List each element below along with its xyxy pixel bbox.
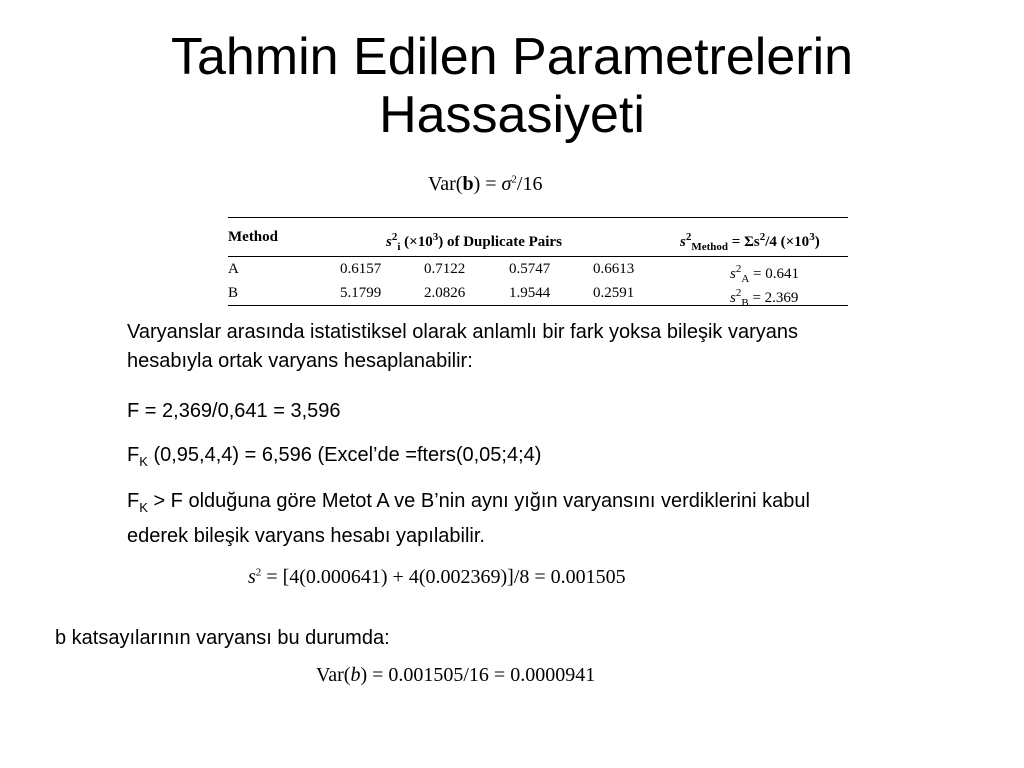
header-sub: Method [691, 241, 729, 253]
formula-text: ) [473, 173, 481, 195]
cell-value: 1.9544 [509, 285, 551, 301]
cell-sup: 2 [735, 287, 742, 299]
formula-b: b [350, 664, 361, 686]
formula-equals: = [485, 173, 497, 195]
title-line-1: Tahmin Edilen Parametrelerin [170, 28, 854, 86]
variance-b-formula [428, 173, 542, 196]
cell-value: 0.5747 [509, 261, 551, 277]
cell-method: B [228, 285, 239, 301]
header-text: /4 (×10 [765, 234, 810, 250]
header-sup: 3 [432, 231, 439, 243]
header-sup: 2 [759, 231, 766, 243]
title-line-2: Hassasiyeti [379, 86, 645, 144]
table-row [228, 257, 848, 285]
paragraph-text: (0,95,4,4) = 6,596 (Excel’de =fters(0,05;4;4) [147, 444, 542, 466]
header-sup: 2 [685, 231, 692, 243]
cell-value: 0.6613 [593, 261, 635, 277]
cell-sub: B [741, 297, 749, 309]
cell-value: 0.7122 [424, 261, 466, 277]
formula-text: ) = 0.001505/16 = 0.0000941 [360, 664, 596, 686]
header-sup: 3 [809, 231, 815, 243]
cell-variance [730, 281, 798, 315]
cell-method: A [228, 261, 239, 277]
f-subscript: K [139, 454, 148, 469]
header-s: s [680, 234, 686, 250]
header-text: (×10 [404, 234, 433, 250]
formula-sup: 2 [511, 173, 517, 186]
variance-b-result-formula [316, 664, 595, 687]
paragraph-b-coefficients: b katsayılarının varyansı bu durumda: [55, 627, 390, 649]
cell-text: = 0.641 [753, 266, 800, 282]
cell-sup: 2 [735, 263, 742, 275]
paragraph-text: > F olduğuna göre Metot A ve B’nin aynı yığın varyansını verdiklerini kabul ederek bileşik varyans hesabı yapılabilir. [127, 490, 810, 547]
duplicate-pairs-table [228, 217, 848, 309]
formula-s: s [248, 566, 256, 588]
header-method: Method [228, 229, 278, 245]
cell-value: 0.2591 [593, 285, 635, 301]
formula-text: Var( [316, 664, 351, 686]
header-s: s [386, 234, 392, 250]
paragraph-f-critical [127, 441, 847, 476]
header-sup: 2 [391, 231, 398, 243]
formula-text: = [4(0.000641) + 4(0.002369)]/8 = 0.001505 [266, 566, 626, 588]
formula-sigma: σ [501, 173, 512, 195]
formula-text: /16 [516, 173, 543, 195]
formula-sup: 2 [255, 566, 262, 579]
cell-sub: A [741, 273, 750, 285]
cell-value: 2.0826 [424, 285, 466, 301]
f-symbol: F [127, 490, 140, 512]
formula-b: b [462, 173, 474, 195]
f-subscript: K [139, 500, 148, 515]
slide-title [0, 28, 1024, 144]
header-text: ) [814, 234, 820, 250]
paragraph-pooled-variance: Varyanslar arasında istatistiksel olarak anlamlı bir fark yoksa bileşik varyans hesabıyla ortak varyans hesaplanabilir: [127, 321, 799, 372]
cell-s: s [730, 266, 736, 282]
formula-text: Var( [428, 173, 463, 195]
cell-s: s [730, 290, 736, 306]
header-sub: i [397, 241, 401, 253]
cell-value: 5.1799 [340, 285, 382, 301]
cell-value: 0.6157 [340, 261, 382, 277]
header-text: ) of Duplicate Pairs [438, 234, 562, 250]
header-text: = Σs [731, 234, 760, 250]
paragraph-f-value: F = 2,369/0,641 = 3,596 [127, 400, 341, 422]
f-symbol: F [127, 444, 140, 466]
cell-text: = 2.369 [752, 290, 799, 306]
table-row [228, 281, 848, 309]
pooled-variance-formula [248, 566, 626, 589]
paragraph-conclusion [127, 487, 847, 551]
table-header-row [228, 218, 848, 256]
